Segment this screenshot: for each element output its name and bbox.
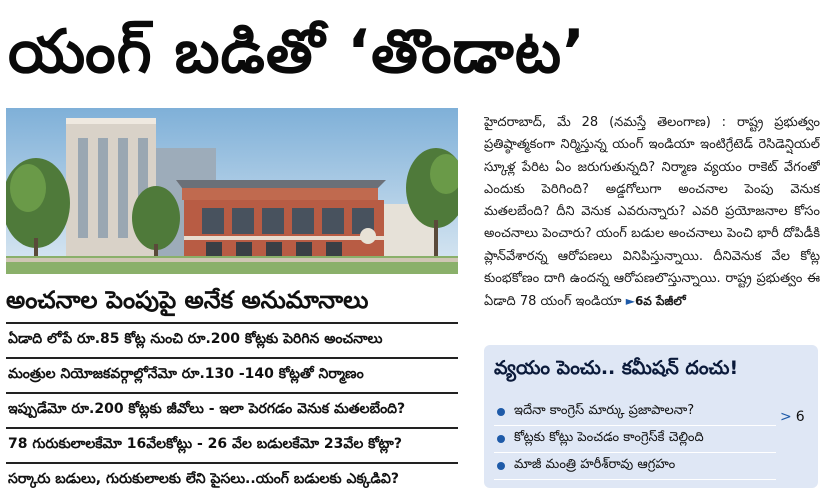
related-item[interactable] — [494, 453, 776, 480]
headline: యంగ్ బడితో ‘తొండాట’ — [8, 17, 586, 87]
article-body — [484, 112, 820, 336]
highlight-item: మంత్రుల నియోజకవర్గాల్లోనేమో రూ.130 -140 కోట్లతో నిర్మాణం — [6, 357, 458, 392]
related-item-label: ఇదేనా కాంగ్రెస్ మార్కు ప్రజాపాలనా? — [514, 403, 695, 418]
bullet-dot-icon — [497, 435, 505, 443]
page-reference[interactable] — [780, 405, 810, 429]
highlight-item: 78 గురుకులాలకేమో 16వేలకోట్లు - 26 వేల బడులకేమో 23వేల కోట్లా? — [6, 427, 458, 462]
related-box — [484, 345, 818, 488]
related-item[interactable] — [494, 399, 776, 426]
chevron-right-icon: > — [780, 409, 792, 425]
arrow-right-icon: ► — [625, 294, 635, 309]
continued-link[interactable] — [626, 294, 686, 308]
subheadline: అంచనాల పెంపుపై అనేక అనుమానాలు — [6, 286, 369, 314]
related-item[interactable] — [494, 426, 776, 453]
highlight-item: ఏడాది లోపే రూ.85 కోట్ల నుంచి రూ.200 కోట్లకు పెరిగిన అంచనాలు — [6, 322, 458, 357]
related-title: వ్యయం పెంచు.. కమీషన్ దంచు! — [494, 357, 739, 379]
continued-label: 6వ పేజీలో — [634, 294, 686, 309]
related-item-label: మాజీ మంత్రి హరీశ్‌రావు ఆగ్రహం — [514, 457, 676, 472]
highlights-list — [6, 322, 458, 497]
bullet-dot-icon — [497, 462, 505, 470]
highlight-item: సర్కారు బడులు, గురుకులాలకు లేని పైసలు..యంగ్ బడులకు ఎక్కడివి? — [6, 462, 458, 497]
highlight-item: ఇప్పుడేమో రూ.200 కోట్లకు జీవోలు - ఇలా పెరగడం వెనుక మతలబేంది? — [6, 392, 458, 427]
page-number: 6 — [795, 409, 805, 425]
school-building-photo — [6, 108, 458, 274]
related-item-label: కోట్లకు కోట్లు పెంచడం కాంగ్రెస్‌కే చెల్లింది — [514, 430, 704, 445]
article-text: హైదరాబాద్, మే 28 (నమస్తే తెలంగాణ) : రాష్ట్ర ప్రభుత్వం ప్రతిష్ఠాత్మకంగా నిర్మిస్తున్న యంగ్ ఇండియా ఇంటిగ్రేటెడ్ రెసిడెన్షియల్ స్కూళ్ల పేరిట ఏం జరుగుతున్నది? నిర్మాణ వ్యయం రాకెట్ వేగంతో ఎందుకు పెరిగింది? అడ్డగోలుగా అంచనాల పెంపు వెనుక మతలబేంది? దీని వెనుక ఎవరున్నారు? ఎవరి ప్రయోజనాల కోసం అంచనాలు పెంచారు? యంగ్ బడుల అంచనాలు పెంచి భారీ దోపిడీకి ప్లాన్‌వేశారన్న ఆరోపణలు వినిపిస్తున్నాయి. దీనివెనుక వేల కోట్ల కుంభకోణం దాగి ఉందన్న ఆరోపణలొస్తున్నాయి. రాష్ట్ర ప్రభుత్వం ఈ ఏడాది 78 యంగ్ ఇండియా — [484, 115, 820, 310]
bullet-dot-icon — [497, 408, 505, 416]
